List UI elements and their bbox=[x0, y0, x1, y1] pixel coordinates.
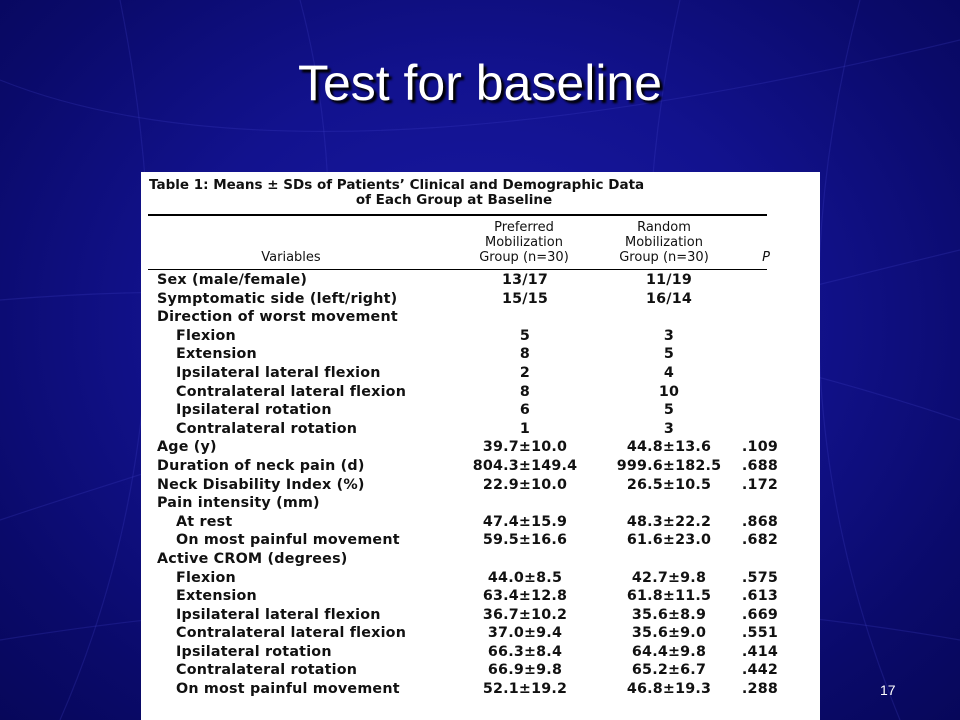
row-random-value: 46.8±19.3 bbox=[626, 681, 712, 698]
header-rule bbox=[148, 269, 767, 270]
row-label: Symptomatic side (left/right) bbox=[157, 290, 398, 307]
row-random-value: 61.6±23.0 bbox=[626, 532, 712, 549]
header-random-line-3: Group (n=30) bbox=[619, 250, 709, 265]
table-row bbox=[141, 495, 820, 514]
row-preferred-value: 6 bbox=[519, 402, 531, 419]
caption-line-1: Table 1: Means ± SDs of Patients’ Clinical and Demographic Data bbox=[149, 177, 645, 193]
row-random-value: 10 bbox=[658, 383, 680, 400]
table-row bbox=[141, 421, 820, 440]
row-preferred-value: 39.7±10.0 bbox=[482, 439, 568, 456]
row-random-value: 65.2±6.7 bbox=[631, 662, 707, 679]
table-row bbox=[141, 532, 820, 551]
row-p-value: .109 bbox=[741, 439, 778, 456]
row-preferred-value: 66.3±8.4 bbox=[487, 643, 563, 660]
row-random-value: 5 bbox=[663, 346, 675, 363]
table-body bbox=[141, 272, 820, 700]
header-preferred-line-2: Mobilization bbox=[485, 235, 563, 250]
table-row bbox=[141, 570, 820, 589]
row-label: Flexion bbox=[176, 569, 236, 586]
row-p-value: .669 bbox=[741, 606, 778, 623]
table-row bbox=[141, 402, 820, 421]
row-label: On most painful movement bbox=[176, 681, 400, 698]
table-row bbox=[141, 458, 820, 477]
caption-line-2: of Each Group at Baseline bbox=[355, 192, 553, 208]
row-preferred-value: 37.0±9.4 bbox=[487, 625, 563, 642]
row-p-value: .414 bbox=[741, 643, 778, 660]
row-label: Extension bbox=[176, 346, 257, 363]
top-rule bbox=[148, 214, 767, 216]
row-random-value: 999.6±182.5 bbox=[616, 457, 722, 474]
row-preferred-value: 8 bbox=[519, 383, 531, 400]
slide-title: Test for baseline bbox=[297, 55, 663, 111]
row-random-value: 35.6±9.0 bbox=[631, 625, 707, 642]
table-row bbox=[141, 365, 820, 384]
header-random-line-1: Random bbox=[637, 220, 691, 235]
row-random-value: 3 bbox=[663, 420, 675, 437]
table-row bbox=[141, 607, 820, 626]
row-random-value: 44.8±13.6 bbox=[626, 439, 712, 456]
header-preferred-line-1: Preferred bbox=[494, 220, 554, 235]
row-label: Ipsilateral lateral flexion bbox=[176, 606, 381, 623]
row-preferred-value: 5 bbox=[519, 327, 531, 344]
row-label: Contralateral lateral flexion bbox=[176, 625, 407, 642]
row-p-value: .575 bbox=[741, 569, 778, 586]
row-label: Neck Disability Index (%) bbox=[157, 476, 365, 493]
table-row bbox=[141, 477, 820, 496]
table-row bbox=[141, 644, 820, 663]
row-p-value: .613 bbox=[741, 588, 778, 605]
table-row bbox=[141, 309, 820, 328]
table-caption bbox=[149, 178, 809, 208]
row-label: Age (y) bbox=[157, 439, 217, 456]
row-preferred-value: 804.3±149.4 bbox=[472, 457, 578, 474]
row-preferred-value: 8 bbox=[519, 346, 531, 363]
table-row bbox=[141, 328, 820, 347]
row-label: Contralateral lateral flexion bbox=[176, 383, 407, 400]
row-preferred-value: 13/17 bbox=[501, 272, 548, 288]
table-row bbox=[141, 346, 820, 365]
baseline-table bbox=[141, 172, 820, 720]
row-label: Pain intensity (mm) bbox=[157, 495, 320, 512]
row-random-value: 11/19 bbox=[645, 272, 692, 288]
row-random-value: 26.5±10.5 bbox=[626, 476, 712, 493]
row-p-value: .551 bbox=[741, 625, 778, 642]
row-label: Flexion bbox=[176, 327, 236, 344]
row-label: Contralateral rotation bbox=[176, 662, 358, 679]
row-random-value: 3 bbox=[663, 327, 675, 344]
row-preferred-value: 36.7±10.2 bbox=[482, 606, 568, 623]
row-p-value: .172 bbox=[741, 476, 778, 493]
row-label: Ipsilateral lateral flexion bbox=[176, 364, 381, 381]
table-row bbox=[141, 439, 820, 458]
row-label: Active CROM (degrees) bbox=[157, 550, 348, 567]
header-random bbox=[599, 220, 729, 265]
table-row bbox=[141, 681, 820, 700]
row-random-value: 42.7±9.8 bbox=[631, 569, 707, 586]
row-preferred-value: 52.1±19.2 bbox=[482, 681, 568, 698]
row-preferred-value: 66.9±9.8 bbox=[487, 662, 563, 679]
table-row bbox=[141, 384, 820, 403]
row-label: Direction of worst movement bbox=[157, 309, 398, 326]
row-preferred-value: 15/15 bbox=[501, 290, 548, 307]
table-row bbox=[141, 514, 820, 533]
row-label: Sex (male/female) bbox=[157, 272, 308, 288]
row-label: On most painful movement bbox=[176, 532, 400, 549]
row-p-value: .868 bbox=[741, 513, 778, 530]
row-preferred-value: 63.4±12.8 bbox=[482, 588, 568, 605]
row-random-value: 61.8±11.5 bbox=[626, 588, 712, 605]
table-row bbox=[141, 291, 820, 310]
row-p-value: .442 bbox=[741, 662, 778, 679]
row-p-value: .688 bbox=[741, 457, 778, 474]
row-preferred-value: 1 bbox=[519, 420, 531, 437]
row-preferred-value: 44.0±8.5 bbox=[487, 569, 563, 586]
row-label: Extension bbox=[176, 588, 257, 605]
row-random-value: 64.4±9.8 bbox=[631, 643, 707, 660]
table-row bbox=[141, 272, 820, 291]
slide-number: 17 bbox=[880, 682, 896, 698]
header-variables: Variables bbox=[261, 250, 321, 265]
row-preferred-value: 22.9±10.0 bbox=[482, 476, 568, 493]
row-p-value: .288 bbox=[741, 681, 778, 698]
row-label: At rest bbox=[176, 513, 233, 530]
row-random-value: 48.3±22.2 bbox=[626, 513, 712, 530]
row-p-value: .682 bbox=[741, 532, 778, 549]
table-row bbox=[141, 588, 820, 607]
header-random-line-2: Mobilization bbox=[625, 235, 703, 250]
table-row bbox=[141, 662, 820, 681]
row-random-value: 5 bbox=[663, 402, 675, 419]
row-preferred-value: 2 bbox=[519, 364, 531, 381]
row-label: Contralateral rotation bbox=[176, 420, 358, 437]
table-row bbox=[141, 551, 820, 570]
header-preferred-line-3: Group (n=30) bbox=[479, 250, 569, 265]
header-preferred bbox=[459, 220, 589, 265]
row-label: Ipsilateral rotation bbox=[176, 643, 332, 660]
row-label: Ipsilateral rotation bbox=[176, 402, 332, 419]
row-random-value: 35.6±8.9 bbox=[631, 606, 707, 623]
header-p: P bbox=[762, 250, 770, 265]
row-random-value: 4 bbox=[663, 364, 675, 381]
table-row bbox=[141, 625, 820, 644]
row-preferred-value: 47.4±15.9 bbox=[482, 513, 568, 530]
row-random-value: 16/14 bbox=[645, 290, 692, 307]
row-preferred-value: 59.5±16.6 bbox=[482, 532, 568, 549]
row-label: Duration of neck pain (d) bbox=[157, 457, 365, 474]
